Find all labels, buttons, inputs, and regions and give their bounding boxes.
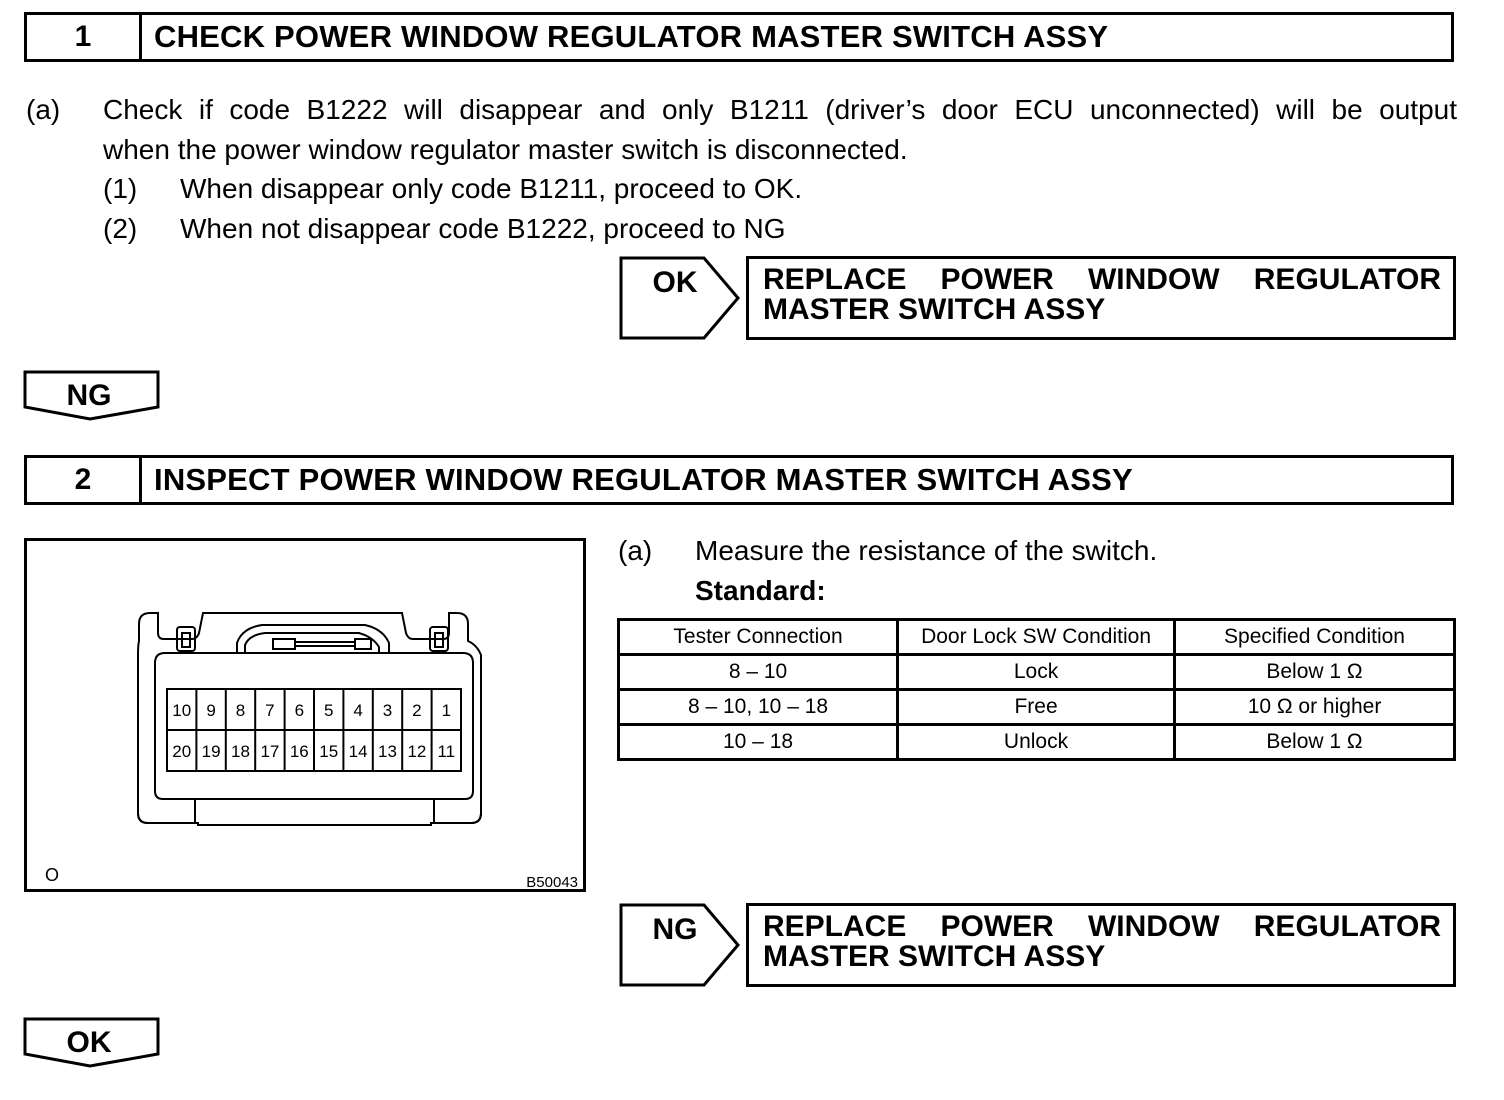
table-cell: 10 – 18 xyxy=(619,725,898,760)
ng-label: NG xyxy=(652,913,698,946)
sub-item-marker: (1) xyxy=(103,173,138,204)
item-text: Measure the resistance of the switch. xyxy=(695,535,1158,566)
table-cell: Below 1 Ω xyxy=(1175,725,1455,760)
table-cell: 8 – 10, 10 – 18 xyxy=(619,690,898,725)
step-number: 2 xyxy=(27,458,142,502)
result-word: REGULATOR xyxy=(1253,910,1441,943)
corner-mark: O xyxy=(45,865,60,885)
result-replace-box xyxy=(746,903,1456,987)
pin-label: 2 xyxy=(412,701,422,720)
pin-label: 17 xyxy=(260,742,280,761)
pin-label: 13 xyxy=(378,742,397,761)
pin-label: 11 xyxy=(437,742,456,761)
pin-label: 19 xyxy=(201,742,221,761)
step-title: INSPECT POWER WINDOW REGULATOR MASTER SWITCH ASSY xyxy=(154,462,1133,497)
sub-item-text: When not disappear code B1222, proceed to NG xyxy=(180,213,786,244)
pin-label: 6 xyxy=(294,701,305,720)
result-line2: MASTER SWITCH ASSY xyxy=(763,293,1106,326)
table-row xyxy=(619,655,1455,690)
table-cell: Unlock xyxy=(898,725,1175,760)
item-marker: (a) xyxy=(26,94,61,125)
pin-label: 18 xyxy=(231,742,250,761)
result-replace-box xyxy=(746,256,1456,340)
ok-label: OK xyxy=(652,266,698,299)
item-marker: (a) xyxy=(618,535,653,566)
pin-label: 14 xyxy=(348,742,368,761)
pin-label: 1 xyxy=(441,701,452,720)
connector-diagram xyxy=(27,541,583,889)
step-number: 1 xyxy=(27,15,142,59)
table-header-cell: Tester Connection xyxy=(619,620,898,655)
pin-label: 20 xyxy=(172,742,192,761)
table-header-row xyxy=(619,620,1455,655)
result-word: REPLACE xyxy=(763,263,907,296)
result-word: REPLACE xyxy=(763,910,907,943)
standard-label: Standard: xyxy=(695,575,826,606)
table-header-cell: Specified Condition xyxy=(1175,620,1455,655)
connector-figure xyxy=(24,538,586,892)
table-cell: 8 – 10 xyxy=(619,655,898,690)
pin-label: 3 xyxy=(382,701,393,720)
pin-label: 12 xyxy=(407,742,427,761)
pin-label: 5 xyxy=(323,701,334,720)
table-cell: Free xyxy=(898,690,1175,725)
table-header-cell: Door Lock SW Condition xyxy=(898,620,1175,655)
result-line1 xyxy=(763,265,1441,295)
table-cell: Below 1 Ω xyxy=(1175,655,1455,690)
result-word: POWER xyxy=(940,910,1054,943)
pin-label: 9 xyxy=(206,701,216,720)
figure-code: B50043 xyxy=(526,874,578,889)
table-row xyxy=(619,690,1455,725)
step-1-header xyxy=(24,12,1454,62)
spec-table xyxy=(617,618,1456,761)
sub-item-marker: (2) xyxy=(103,213,138,244)
result-word: WINDOW xyxy=(1087,263,1220,296)
result-word: REGULATOR xyxy=(1253,263,1441,296)
pin-label: 10 xyxy=(172,701,192,720)
pin-label: 16 xyxy=(289,742,309,761)
ok-flow-label: OK xyxy=(66,1026,112,1059)
pin-label: 15 xyxy=(319,742,339,761)
pin-label: 7 xyxy=(265,701,275,720)
result-word: POWER xyxy=(940,263,1054,296)
ng-flow-label: NG xyxy=(66,379,112,412)
table-cell: 10 Ω or higher xyxy=(1175,690,1455,725)
result-line1 xyxy=(763,912,1441,942)
step-2-header xyxy=(24,455,1454,505)
result-line2: MASTER SWITCH ASSY xyxy=(763,940,1106,973)
table-cell: Lock xyxy=(898,655,1175,690)
item-text-line2: when the power window regulator master switch is disconnected. xyxy=(103,134,908,165)
sub-item-text: When disappear only code B1211, proceed to OK. xyxy=(180,173,803,204)
pin-label: 8 xyxy=(235,701,246,720)
result-word: WINDOW xyxy=(1087,910,1220,943)
pin-label: 4 xyxy=(353,701,363,720)
step-title: CHECK POWER WINDOW REGULATOR MASTER SWITCH ASSY xyxy=(154,19,1109,54)
item-text-line1: Check if code B1222 will disappear and only B1211 (driver’s door ECU unconnected) will be output xyxy=(103,94,1457,125)
table-row xyxy=(619,725,1455,760)
